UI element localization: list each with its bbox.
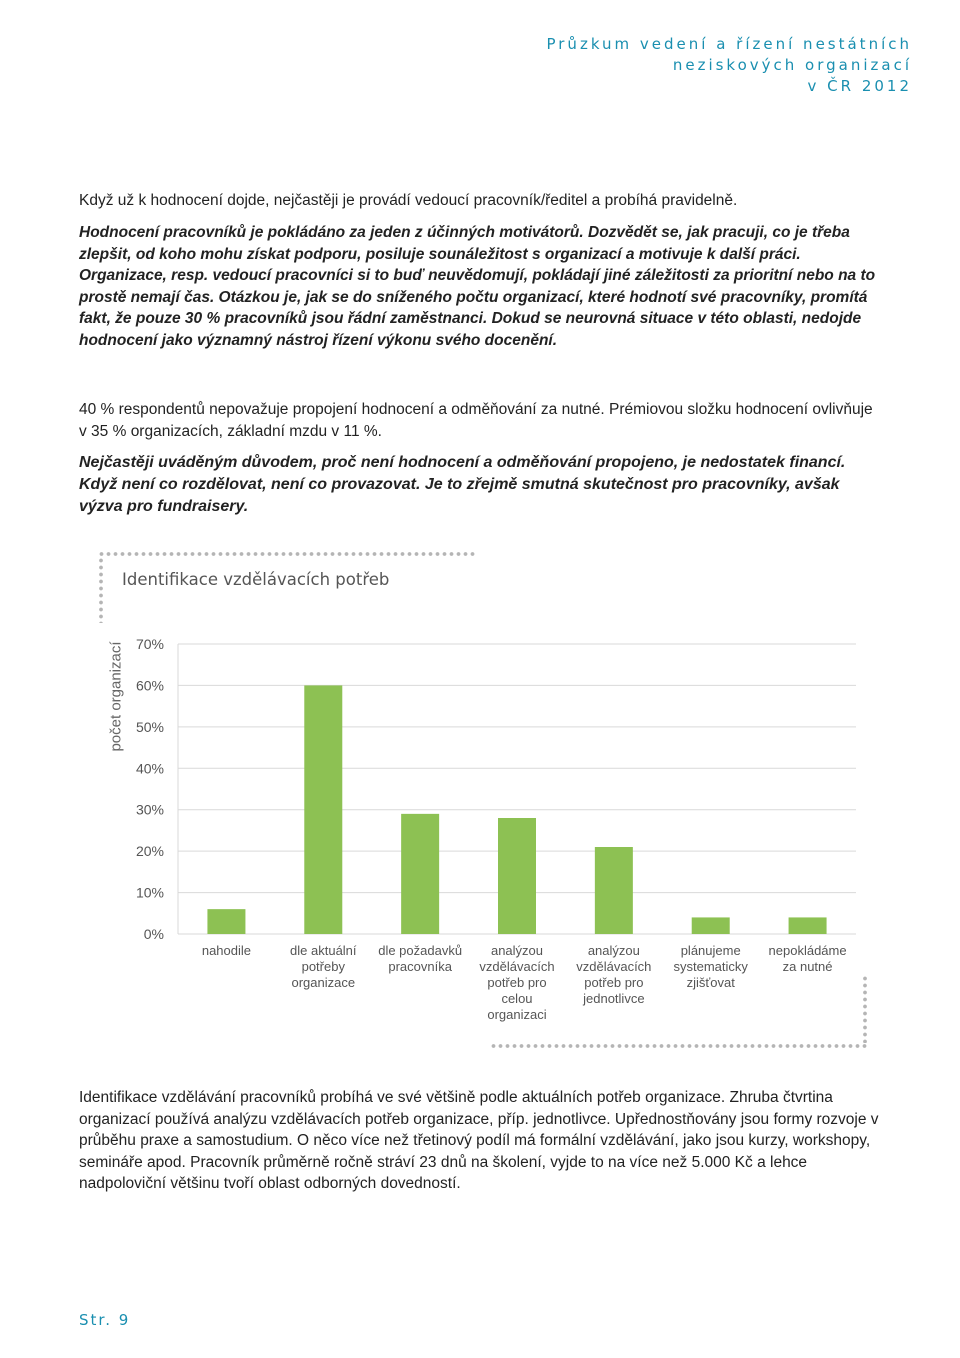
- paragraph-evaluation-frequency: Když už k hodnocení dojde, nejčastěji je provádí vedoucí pracovník/ředitel a probíhá pravidelně.: [79, 192, 738, 209]
- header-line-2: neziskových organizací: [672, 56, 912, 74]
- y-tick-label: 0%: [143, 926, 164, 942]
- paragraph-evaluation-motivation: Hodnocení pracovníků je pokládáno za jeden z účinných motivátorů. Dozvědět se, jak pracuji, co je třeba zlepšit, od koho mohu získat podporu, posiluje sounáležitost s organizací a motivuje k další práci. Organizace, resp. vedoucí pracovníci si to buď neuvědomují, pokládají jiné záležitosti za prioritní nebo na to prostě nemají čas. Otázkou je, jak se do sníženého počtu organizací, které hodnotí své pracovníky, promítá fakt, že pouze 30 % pracovníků jsou řádní zaměstnanci. Dokud se neurovná situace v této oblasti, nedojde hodnocení jako významný nástroj řízení výkonu svého docenění.: [79, 224, 876, 349]
- x-category-label: potřeby: [301, 959, 345, 974]
- x-category-label: dle požadavků: [378, 943, 463, 958]
- y-tick-label: 70%: [135, 636, 164, 652]
- x-category-label: plánujeme: [680, 943, 741, 958]
- x-category-label: analýzou: [490, 943, 544, 958]
- y-tick-label: 60%: [135, 677, 164, 694]
- y-tick-label: 20%: [135, 843, 164, 860]
- bar: [692, 917, 730, 934]
- header-line-3: v ČR 2012: [807, 77, 912, 95]
- x-category-label: potřeb pro: [487, 975, 547, 990]
- paragraph-funding-reason: Nejčastěji uváděným důvodem, proč není hodnocení a odměňování propojeno, je nedostatek financí. Když není co rozdělovat, není co provazovat. Je to zřejmě smutná skutečnost pro pracovníky, avšak výzva pro fundraisery.: [79, 454, 846, 515]
- x-category-label: organizace: [291, 975, 356, 990]
- x-category-label: za nutné: [782, 959, 833, 974]
- y-tick-label: 10%: [135, 884, 164, 901]
- x-category-label: vzdělávacích: [479, 959, 555, 974]
- bar: [595, 847, 633, 934]
- x-category-label: systematicky: [673, 959, 748, 974]
- x-category-label: jednotlivce: [583, 991, 645, 1006]
- bar: [401, 814, 439, 934]
- x-category-label: vzdělávacích: [576, 959, 652, 974]
- bar: [207, 909, 245, 934]
- chart-title: Identifikace vzdělávacích potřeb: [122, 570, 390, 589]
- y-tick-label: 30%: [135, 801, 164, 818]
- x-category-label: nepokládáme: [768, 943, 847, 958]
- paragraph-reward-link: 40 % respondentů nepovažuje propojení hodnocení a odměňování za nutné. Prémiovou složku hodnocení ovlivňuje v 35 % organizacích, základní mzdu v 11 %.: [79, 401, 873, 440]
- bar: [304, 685, 342, 934]
- x-category-label: nahodile: [201, 943, 252, 958]
- paragraph-training-identification: Identifikace vzdělávání pracovníků probíhá ve své většině podle aktuálních potřeb organizace. Zhruba čtvrtina organizací používá analýzu vzdělávacích potřeb organizace, příp. jednotlivce. Upřednostňovány jsou formy rozvoje v průběhu praxe a samostudium. O něco více než třetinový podíl má formální vzdělávání, jako jsou kurzy, workshopy, semináře apod. Pracovník průměrně ročně stráví 23 dnů na školení, vyjde to na více než 5.000 Kč a lehce nadpoloviční většinu tvoří oblast odborných dovedností.: [79, 1089, 879, 1192]
- header-line-1: Průzkum vedení a řízení nestátních: [546, 35, 912, 53]
- x-category-label: organizaci: [487, 1007, 547, 1022]
- y-tick-label: 40%: [135, 760, 164, 777]
- x-category-label: potřeb pro: [584, 975, 644, 990]
- bar: [789, 917, 827, 934]
- chart-y-axis-label: počet organizací: [107, 641, 125, 752]
- x-category-label: celou: [501, 991, 533, 1006]
- page-number: Str. 9: [79, 1311, 131, 1329]
- x-category-label: zjišťovat: [686, 975, 735, 990]
- x-category-label: pracovníka: [388, 959, 452, 974]
- x-category-label: dle aktuální: [290, 943, 357, 958]
- y-tick-label: 50%: [135, 718, 164, 735]
- x-category-label: analýzou: [587, 943, 640, 958]
- bar: [498, 818, 536, 934]
